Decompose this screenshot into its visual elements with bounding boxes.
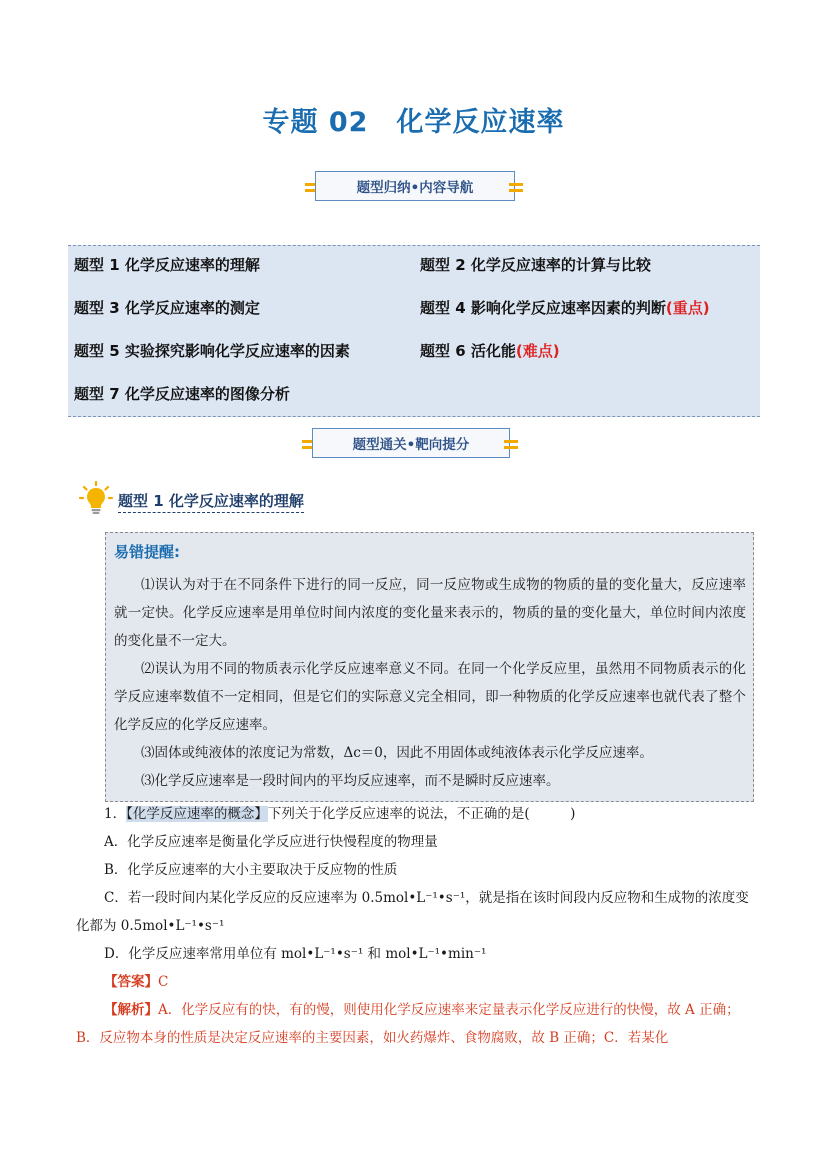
option-a: A．化学反应速率是衡量化学反应进行快慢程度的物理量 xyxy=(104,834,438,850)
content-navigation xyxy=(68,245,760,417)
analysis xyxy=(76,996,756,1052)
answer-value: C xyxy=(158,974,169,990)
nav-item-type-4[interactable]: 题型 4 影响化学反应速率因素的判断(重点) xyxy=(420,299,710,317)
tip-box xyxy=(105,532,754,802)
question-number: 1． xyxy=(104,806,127,822)
section-title: 题型 1 化学反应速率的理解 xyxy=(118,490,304,513)
question-text: 下列关于化学反应速率的说法，不正确的是( ) xyxy=(267,806,576,822)
nav-item-type-6[interactable]: 题型 6 活化能(难点) xyxy=(420,342,560,360)
right-bars-icon xyxy=(504,437,518,451)
section-badge-pass: 题型通关•靶向提分 xyxy=(312,428,510,458)
lightbulb-icon xyxy=(78,480,114,516)
tip-paragraph: ⑶固体或纯液体的浓度记为常数，Δc＝0，因此不用固体或纯液体表示化学反应速率。 xyxy=(141,745,653,761)
nav-item-type-3[interactable]: 题型 3 化学反应速率的测定 xyxy=(74,299,260,317)
tip-paragraph: ⑵误认为用不同的物质表示化学反应速率意义不同。在同一个化学反应里，虽然用不同物质表示的化学反应速率数值不一定相同，但是它们的实际意义完全相同，即一种物质的化学反应速率也就代表了整个化学反应的化学反应速率。 xyxy=(114,661,746,733)
option-c: C．若一段时间内某化学反应的反应速率为 0.5mol•L⁻¹•s⁻¹，就是指在该时间段内反应物和生成物的浓度变化都为 0.5mol•L⁻¹•s⁻¹ xyxy=(76,890,749,934)
nav-item-type-5[interactable]: 题型 5 实验探究影响化学反应速率的因素 xyxy=(74,342,350,360)
right-bars-icon xyxy=(509,180,523,194)
analysis-text: A．化学反应有的快，有的慢，则使用化学反应速率来定量表示化学反应进行的快慢，故 A 正确；B．反应物本身的性质是决定反应速率的主要因素，如火药爆炸、食物腐败，故 B 正确；C．若某化 xyxy=(76,1002,740,1046)
option-d: D．化学反应速率常用单位有 mol•L⁻¹•s⁻¹ 和 mol•L⁻¹•min⁻¹ xyxy=(104,946,487,962)
nav-item-type-2[interactable]: 题型 2 化学反应速率的计算与比较 xyxy=(420,256,651,274)
analysis-label: 【解析】 xyxy=(104,1002,158,1018)
section-badge-nav: 题型归纳•内容导航 xyxy=(315,171,515,201)
page-title: 专题 02 化学反应速率 xyxy=(262,107,565,138)
question-tag: 【化学反应速率的概念】 xyxy=(126,806,268,822)
nav-item-type-7[interactable]: 题型 7 化学反应速率的图像分析 xyxy=(74,385,290,403)
tip-paragraph: ⑴误认为对于在不同条件下进行的同一反应，同一反应物或生成物的物质的量的变化量大，反应速率就一定快。化学反应速率是用单位时间内浓度的变化量来表示的，物质的量的变化量大，单位时间内浓度的变化量不一定大。 xyxy=(114,577,746,649)
nav-item-type-1[interactable]: 题型 1 化学反应速率的理解 xyxy=(74,256,260,274)
option-b: B．化学反应速率的大小主要取决于反应物的性质 xyxy=(104,862,398,878)
answer-line xyxy=(76,968,756,996)
tip-title: 易错提醒: xyxy=(114,543,180,561)
answer-label: 【答案】 xyxy=(104,974,158,990)
difficult-point-tag: (难点) xyxy=(515,342,560,360)
key-point-tag: (重点) xyxy=(665,299,710,317)
tip-paragraph: ⑶化学反应速率是一段时间内的平均反应速率，而不是瞬时反应速率。 xyxy=(141,773,560,789)
section-heading xyxy=(78,480,378,516)
question-stem xyxy=(76,800,756,828)
